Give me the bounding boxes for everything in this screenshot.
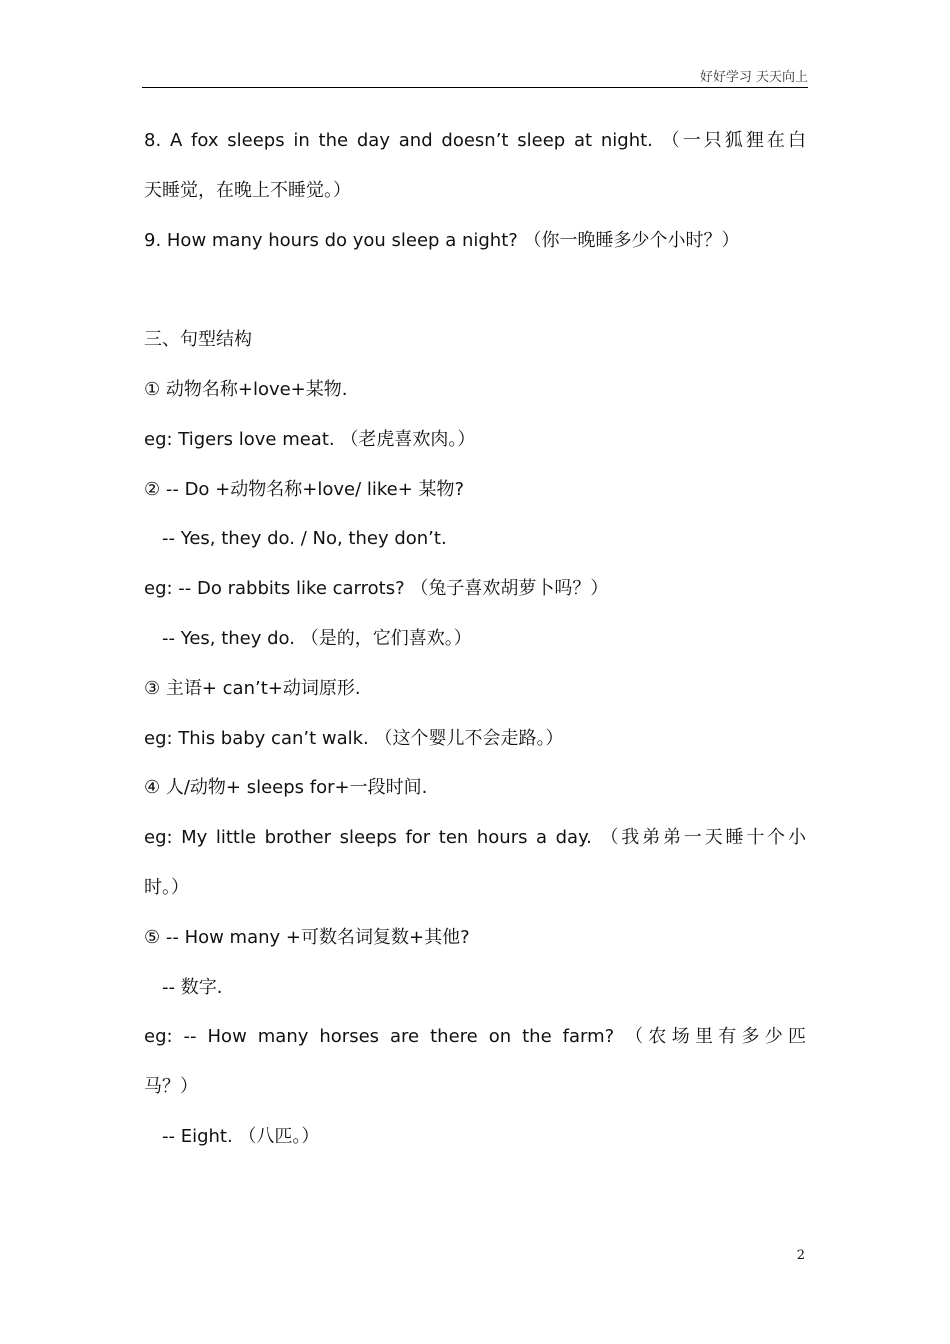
text-line: 天睡觉，在晚上不睡觉。） <box>144 179 351 201</box>
text-line: -- Eight. （八匹。） <box>162 1125 320 1147</box>
blank-line <box>144 265 806 315</box>
text-line: ③ 主语+ can’t+动词原形. <box>144 677 361 699</box>
text-line: 时。） <box>144 876 189 898</box>
text-line: 9. How many hours do you sleep a night? （你一晚睡多少个小时？） <box>144 229 740 251</box>
text-line: ④ 人/动物+ sleeps for+一段时间. <box>144 777 428 799</box>
text-line: ⑤ -- How many +可数名词复数+其他? <box>144 926 470 948</box>
text-line: eg: This baby can’t walk. （这个婴儿不会走路。） <box>144 727 564 749</box>
text-line: -- Yes, they do. / No, they don’t. <box>162 528 447 550</box>
text-line: -- 数字. <box>162 976 223 998</box>
text-line: 马？） <box>144 1076 198 1098</box>
header-divider <box>142 87 808 88</box>
text-line: 8. A fox sleeps in the day and doesn’t sleep at night. （一只狐狸在白 <box>144 130 806 151</box>
text-line: eg: -- Do rabbits like carrots? （兔子喜欢胡萝卜吗？） <box>144 578 609 600</box>
page-number: 2 <box>796 1248 805 1263</box>
text-line: eg: Tigers love meat. （老虎喜欢肉。） <box>144 428 476 450</box>
text-line: eg: My little brother sleeps for ten hours a day. （我弟弟一天睡十个小 <box>144 827 806 849</box>
text-line: -- Yes, they do. （是的，它们喜欢。） <box>162 627 472 649</box>
section-heading: 三、句型结构 <box>144 329 252 351</box>
page-header: 好好学习 天天向上 <box>699 70 808 85</box>
document-body <box>144 116 806 1162</box>
text-line: ① 动物名称+love+某物. <box>144 378 348 400</box>
text-line: ② -- Do +动物名称+love/ like+ 某物? <box>144 478 465 500</box>
text-line: eg: -- How many horses are there on the farm? （农场里有多少匹 <box>144 1026 806 1048</box>
